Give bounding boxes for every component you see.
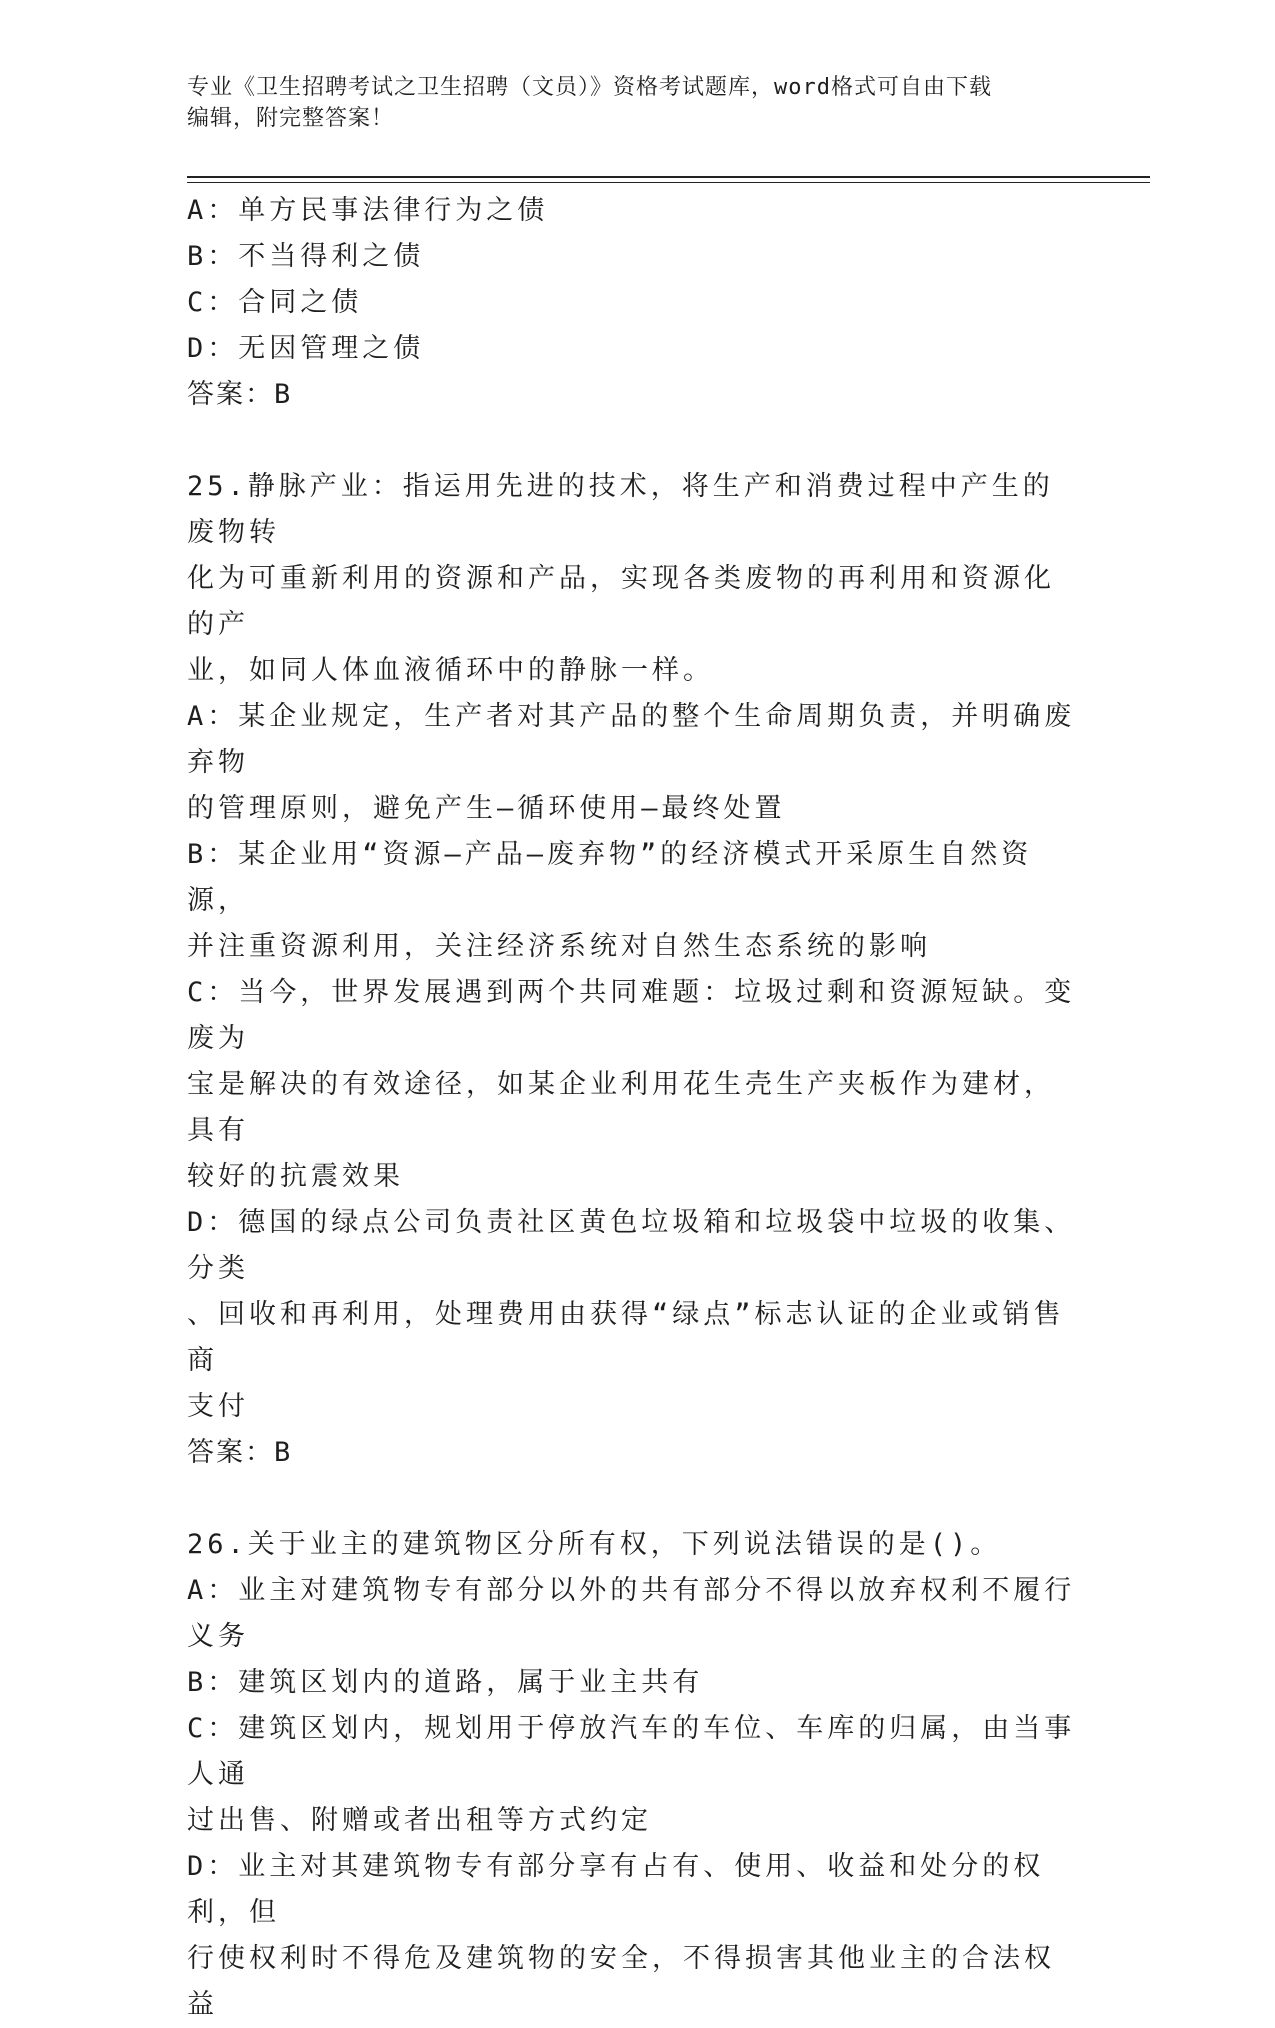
q26-option-d-line-2: 行使权利时不得危及建筑物的安全，不得损害其他业主的合法权益 [187, 1943, 1055, 2020]
q26-option-b-line-1: B：建筑区划内的道路，属于业主共有 [187, 1667, 704, 1698]
q24-answer: 答案：B [187, 379, 293, 410]
q25-option-c-line-1: C：当今，世界发展遇到两个共同难题：垃圾过剩和资源短缺。变废为 [187, 977, 1076, 1054]
q24-option-d: D：无因管理之债 [187, 333, 425, 364]
q25-option-d-line-1: D：德国的绿点公司负责社区黄色垃圾箱和垃圾袋中垃圾的收集、分类 [187, 1207, 1076, 1284]
q26-option-d-line-1: D：业主对其建筑物专有部分享有占有、使用、收益和处分的权利，但 [187, 1851, 1045, 1928]
q24-option-b: B：不当得利之债 [187, 241, 425, 272]
q25-stem-line-3: 业，如同人体血液循环中的静脉一样。 [187, 655, 714, 686]
header-line-2: 编辑，附完整答案！ [187, 106, 395, 131]
document-body [187, 188, 1077, 2028]
document-header [187, 72, 1067, 134]
q25-option-d-line-3: 支付 [187, 1391, 249, 1422]
header-line-1: 专业《卫生招聘考试之卫生招聘（文员）》资格考试题库，word格式可自由下载 [187, 75, 992, 100]
header-rule-thin [187, 182, 1150, 183]
q24-option-c: C：合同之债 [187, 287, 363, 318]
q25-stem-line-2: 化为可重新利用的资源和产品，实现各类废物的再利用和资源化的产 [187, 563, 1055, 640]
q26-stem: 26.关于业主的建筑物区分所有权，下列说法错误的是()。 [187, 1529, 1002, 1560]
header-rule-thick [187, 176, 1150, 178]
q25-option-b-line-1: B：某企业用“资源—产品—废弃物”的经济模式开采原生自然资源， [187, 839, 1033, 916]
q25-option-a-line-2: 的管理原则，避免产生—循环使用—最终处置 [187, 793, 786, 824]
q25-option-d-line-2: 、回收和再利用，处理费用由获得“绿点”标志认证的企业或销售商 [187, 1299, 1065, 1376]
q25-option-b-line-2: 并注重资源利用，关注经济系统对自然生态系统的影响 [187, 931, 931, 962]
q25-answer: 答案：B [187, 1437, 293, 1468]
question-24 [187, 188, 1077, 418]
q25-option-c-line-2: 宝是解决的有效途径，如某企业利用花生壳生产夹板作为建材，具有 [187, 1069, 1055, 1146]
question-25 [187, 464, 1077, 1476]
q24-option-a: A：单方民事法律行为之债 [187, 195, 549, 226]
q25-option-c-line-3: 较好的抗震效果 [187, 1161, 404, 1192]
q26-option-c-line-1: C：建筑区划内，规划用于停放汽车的车位、车库的归属，由当事人通 [187, 1713, 1076, 1790]
q26-option-a-line-1: A：业主对建筑物专有部分以外的共有部分不得以放弃权利不履行义务 [187, 1575, 1076, 1652]
q25-option-a-line-1: A：某企业规定，生产者对其产品的整个生命周期负责，并明确废弃物 [187, 701, 1076, 778]
q25-stem-line-1: 25.静脉产业：指运用先进的技术，将生产和消费过程中产生的废物转 [187, 471, 1054, 548]
q26-option-c-line-2: 过出售、附赠或者出租等方式约定 [187, 1805, 652, 1836]
spacer [187, 418, 1077, 464]
spacer [187, 1476, 1077, 1522]
question-26 [187, 1522, 1077, 2028]
